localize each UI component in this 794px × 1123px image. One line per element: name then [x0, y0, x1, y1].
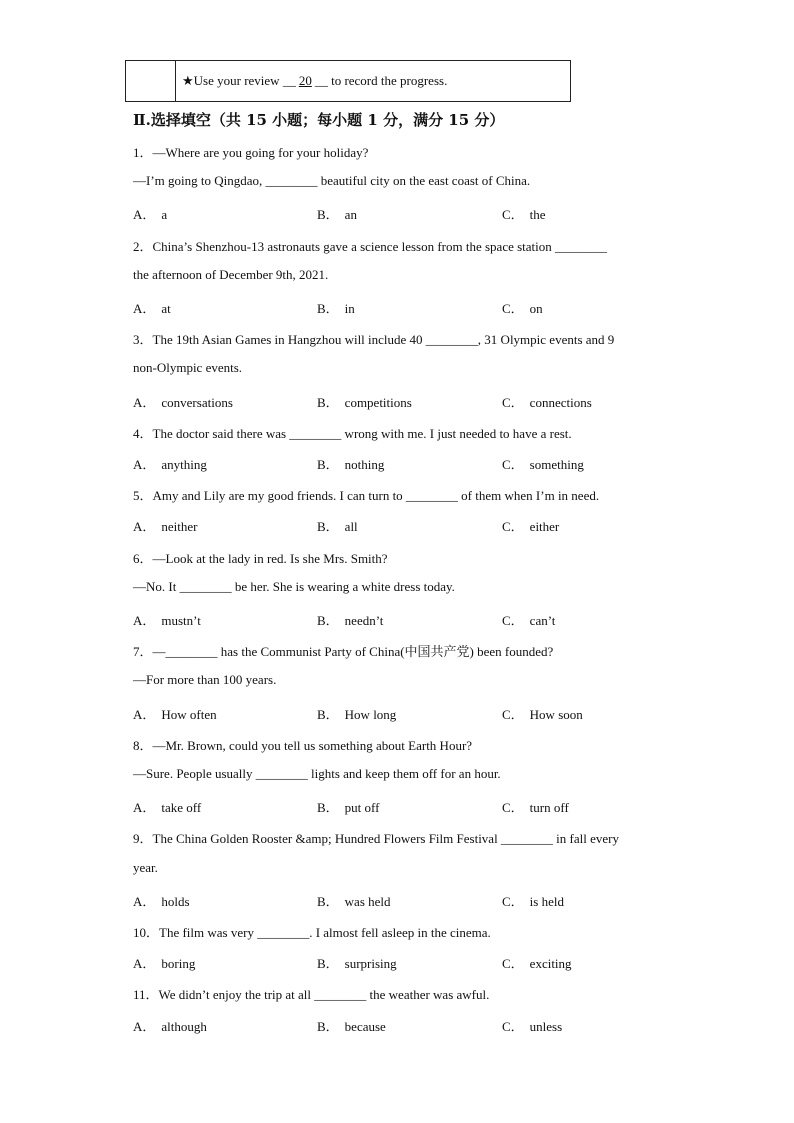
- option-letter: A．: [133, 301, 156, 316]
- question-stem: 6．—Look at the lady in red. Is she Mrs. Smith?: [133, 550, 388, 566]
- option-letter: B．: [317, 394, 339, 410]
- option-letter: A．: [133, 613, 156, 628]
- option-text: nothing: [344, 457, 385, 472]
- answer-option[interactable]: [502, 1016, 562, 1035]
- answer-option[interactable]: [133, 953, 195, 972]
- option-text: anything: [161, 457, 207, 472]
- option-letter: A．: [133, 1018, 156, 1034]
- answer-option[interactable]: [317, 1016, 386, 1035]
- question-stem-continued: —I’m going to Qingdao, ________ beautiful city on the east coast of China.: [133, 173, 531, 189]
- answer-option[interactable]: [502, 891, 564, 910]
- option-text: all: [344, 519, 358, 535]
- answer-option[interactable]: [133, 610, 201, 629]
- option-text: although: [161, 1018, 207, 1034]
- option-text: unless: [529, 1018, 563, 1034]
- option-letter: C．: [502, 1018, 524, 1034]
- question-stem: 7．—________ has the Communist Party of China(中国共产党) been founded?: [133, 644, 554, 660]
- option-letter: C．: [502, 893, 524, 909]
- answer-option[interactable]: [502, 797, 569, 816]
- option-letter: A．: [133, 706, 156, 722]
- answer-option[interactable]: [502, 516, 559, 535]
- question-stem-continued: —No. It ________ be her. She is wearing a white dress today.: [133, 578, 455, 594]
- answer-option[interactable]: [133, 454, 207, 473]
- option-text: the: [529, 207, 546, 223]
- option-text: surprising: [344, 956, 397, 972]
- option-letter: C．: [502, 207, 524, 223]
- progress-table-text-cell: [176, 61, 570, 101]
- option-letter: A．: [133, 394, 156, 410]
- progress-table-empty-cell: [126, 61, 176, 101]
- question-stem: 2．China’s Shenzhou-13 astronauts gave a science lesson from the space station ________: [133, 238, 608, 254]
- option-text: conversations: [161, 394, 233, 410]
- option-letter: C．: [502, 301, 524, 316]
- answer-option[interactable]: [133, 516, 197, 535]
- option-text: How soon: [529, 706, 583, 722]
- option-letter: B．: [317, 706, 339, 722]
- option-text: something: [529, 457, 584, 472]
- option-letter: C．: [502, 394, 524, 410]
- answer-option[interactable]: [317, 704, 396, 723]
- option-text: holds: [161, 893, 190, 909]
- option-text: take off: [161, 800, 202, 816]
- answer-option[interactable]: [317, 797, 379, 816]
- option-letter: B．: [317, 301, 339, 316]
- answer-option[interactable]: [133, 891, 190, 910]
- option-text: exciting: [529, 956, 572, 972]
- answer-option[interactable]: [502, 953, 572, 972]
- answer-option[interactable]: [317, 610, 383, 629]
- question-stem-continued: non-Olympic events.: [133, 360, 243, 376]
- answer-option[interactable]: [502, 610, 555, 629]
- option-letter: C．: [502, 519, 524, 535]
- question-stem: 3．The 19th Asian Games in Hangzhou will include 40 ________, 31 Olympic events and 9: [133, 332, 615, 348]
- answer-option[interactable]: [317, 298, 355, 317]
- answer-option[interactable]: [133, 392, 233, 411]
- answer-option[interactable]: [133, 298, 171, 317]
- question-stem: 4．The doctor said there was ________ wrong with me. I just needed to have a rest.: [133, 425, 572, 441]
- question-stem: 8．—Mr. Brown, could you tell us something about Earth Hour?: [133, 737, 473, 753]
- option-text: on: [529, 301, 543, 316]
- progress-table: [125, 60, 571, 102]
- option-text: was held: [344, 893, 391, 909]
- answer-option[interactable]: [317, 454, 384, 473]
- question-stem: 1．—Where are you going for your holiday?: [133, 145, 369, 160]
- option-text: competitions: [344, 394, 412, 410]
- option-letter: C．: [502, 706, 524, 722]
- option-letter: A．: [133, 207, 156, 223]
- option-text: at: [161, 301, 171, 316]
- progress-text-before: ★Use your review __: [182, 73, 296, 88]
- answer-option[interactable]: [317, 392, 412, 411]
- question-stem-continued: year.: [133, 859, 158, 875]
- answer-option[interactable]: [317, 891, 391, 910]
- answer-option[interactable]: [502, 204, 546, 223]
- answer-option[interactable]: [502, 298, 543, 317]
- option-letter: C．: [502, 457, 524, 472]
- option-letter: A．: [133, 457, 156, 472]
- option-text: in: [344, 301, 355, 316]
- option-letter: A．: [133, 893, 156, 909]
- option-letter: B．: [317, 956, 339, 972]
- option-text: mustn’t: [161, 613, 201, 628]
- option-text: turn off: [529, 800, 569, 816]
- option-text: neither: [161, 519, 198, 535]
- option-letter: C．: [502, 800, 524, 816]
- option-text: can’t: [529, 613, 556, 628]
- option-text: an: [344, 207, 357, 223]
- question-stem-continued: the afternoon of December 9th, 2021.: [133, 266, 329, 282]
- option-text: How often: [161, 706, 217, 722]
- option-letter: C．: [502, 956, 524, 972]
- answer-option[interactable]: [133, 204, 167, 223]
- option-letter: A．: [133, 956, 156, 972]
- option-text: put off: [344, 800, 380, 816]
- answer-option[interactable]: [502, 454, 584, 473]
- option-letter: B．: [317, 1018, 339, 1034]
- option-letter: B．: [317, 613, 339, 628]
- option-letter: B．: [317, 893, 339, 909]
- section-title: Ⅱ.选择填空（共 15 小题；每小题 1 分，满分 15 分）: [133, 111, 505, 129]
- option-text: because: [344, 1018, 386, 1034]
- answer-option[interactable]: [502, 704, 583, 723]
- option-text: How long: [344, 706, 397, 722]
- answer-option[interactable]: [133, 797, 201, 816]
- answer-option[interactable]: [133, 1016, 207, 1035]
- option-text: boring: [161, 956, 196, 972]
- answer-option[interactable]: [317, 516, 358, 535]
- option-letter: A．: [133, 800, 156, 816]
- question-stem: 5．Amy and Lily are my good friends. I can turn to ________ of them when I’m in need.: [133, 488, 600, 504]
- answer-option[interactable]: [502, 392, 592, 411]
- progress-text-after: __ to record the progress.: [314, 73, 448, 88]
- question-stem: 11．We didn’t enjoy the trip at all ________ the weather was awful.: [133, 987, 490, 1003]
- progress-blank-answer: 20: [298, 73, 312, 88]
- option-letter: B．: [317, 800, 339, 816]
- answer-option[interactable]: [317, 204, 357, 223]
- option-letter: C．: [502, 613, 524, 628]
- option-text: needn’t: [344, 613, 384, 628]
- option-text: either: [529, 519, 560, 535]
- answer-option[interactable]: [317, 953, 397, 972]
- option-letter: A．: [133, 519, 156, 535]
- option-text: is held: [529, 893, 564, 909]
- question-stem: 9．The China Golden Rooster &amp; Hundred Flowers Film Festival ________ in fall every: [133, 831, 619, 847]
- question-stem: 10．The film was very ________. I almost fell asleep in the cinema.: [133, 925, 491, 940]
- question-stem-continued: —Sure. People usually ________ lights and keep them off for an hour.: [133, 766, 501, 781]
- option-letter: B．: [317, 207, 339, 223]
- option-letter: B．: [317, 519, 339, 535]
- answer-option[interactable]: [133, 704, 217, 723]
- option-letter: B．: [317, 457, 339, 472]
- question-stem-continued: —For more than 100 years.: [133, 672, 277, 688]
- option-text: connections: [529, 394, 592, 410]
- option-text: a: [161, 207, 168, 223]
